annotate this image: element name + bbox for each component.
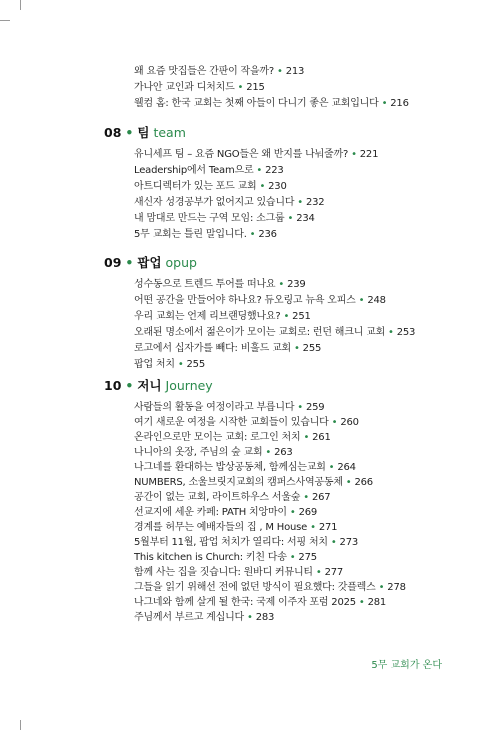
toc-entry: 선교지에 세운 카페: PATH 치앙마이 • 269 (134, 507, 318, 518)
section-number: 09 (104, 255, 122, 270)
toc-entry: 성수동으로 트렌드 투어를 떠나요 • 239 (134, 279, 306, 290)
toc-entry: 경계를 허무는 예배자들의 집 , M House • 271 (134, 522, 338, 533)
section-title-ko: 팝업 (137, 255, 162, 270)
section-title-ko: 저니 (137, 378, 162, 393)
toc-entry: 새신자 성경공부가 없어지고 있습니다 • 232 (134, 197, 325, 208)
toc-entry: 팝업 처치 • 255 (134, 359, 205, 370)
section-heading-08: 08 • 팀 team (104, 125, 186, 140)
toc-entry: 온라인으로만 모이는 교회: 로그인 처치 • 261 (134, 432, 331, 443)
running-footer-title: 5무 교회가 온다 (371, 660, 442, 671)
toc-entry: Leadership에서 Team으로 • 223 (134, 165, 284, 176)
toc-entry: 아트디렉터가 있는 포드 교회 • 230 (134, 181, 287, 192)
toc-entry: 나그네와 함께 살게 될 한국: 국제 이주자 포럼 2025 • 281 (134, 597, 387, 608)
toc-entry: This kitchen is Church: 키친 다송 • 275 (134, 552, 317, 563)
toc-entry: NUMBERS, 소울브릿지교회의 캠퍼스사역공동체 • 266 (134, 477, 373, 488)
toc-entry: 5무 교회는 틀린 말입니다. • 236 (134, 229, 277, 240)
toc-entry: 주님께서 부르고 계십니다 • 283 (134, 612, 275, 623)
section-heading-09: 09 • 팝업 opup (104, 255, 197, 270)
section-title-en: Journey (165, 378, 213, 393)
crop-mark-bottom-left (20, 720, 21, 730)
toc-entry: 나그네를 환대하는 밥상공동체, 함께심는교회 • 264 (134, 462, 356, 473)
toc-entry: 나니아의 옷장, 주님의 숲 교회 • 263 (134, 447, 293, 458)
toc-entry: 로고에서 십자가를 빼다: 비훌드 교회 • 255 (134, 343, 322, 354)
toc-entry: 그들을 읽기 위해선 전에 없던 방식이 필요했다: 갓플렉스 • 278 (134, 582, 406, 593)
toc-entry: 사람들의 활동을 여정이라고 부릅니다 • 259 (134, 402, 325, 413)
section-title-ko: 팀 (137, 125, 150, 140)
toc-entry: 함께 사는 집을 짓습니다: 원바디 커뮤니티 • 277 (134, 567, 344, 578)
toc-entry: 웰컴 홈: 한국 교회는 첫째 아들이 다니기 좋은 교회입니다 • 216 (134, 98, 409, 109)
toc-entry: 어떤 공간을 만들어야 하나요? 듀오링고 뉴욕 오피스 • 248 (134, 295, 386, 306)
section-number: 08 (104, 125, 122, 140)
toc-entry: 5월부터 11월, 팝업 처치가 열리다: 서핑 처치 • 273 (134, 537, 359, 548)
crop-mark-top-left (20, 0, 21, 10)
toc-entry: 유니세프 팀 – 요즘 NGO들은 왜 반지를 나눠줄까? • 221 (134, 149, 379, 160)
toc-entry: 우리 교회는 언제 리브랜딩했나요? • 251 (134, 311, 311, 322)
section-heading-10: 10 • 저니 Journey (104, 378, 213, 393)
toc-entry: 왜 요즘 맛집들은 간판이 작을까? • 213 (134, 66, 305, 77)
toc-entry: 가나안 교인과 디처치드 • 215 (134, 82, 265, 93)
crop-mark-top-left-h (0, 20, 10, 21)
section-title-en: opup (165, 255, 197, 270)
section-title-en: team (153, 125, 186, 140)
toc-entry: 여기 새로운 여정을 시작한 교회들이 있습니다 • 260 (134, 417, 359, 428)
section-number: 10 (104, 378, 122, 393)
toc-entry: 오래된 명소에서 젊은이가 모이는 교회로: 런던 해크니 교회 • 253 (134, 327, 416, 338)
toc-entry: 내 맘대로 만드는 구역 모임: 소그룹 • 234 (134, 213, 315, 224)
toc-entry: 공간이 없는 교회, 라이트하우스 서울숲 • 267 (134, 492, 331, 503)
